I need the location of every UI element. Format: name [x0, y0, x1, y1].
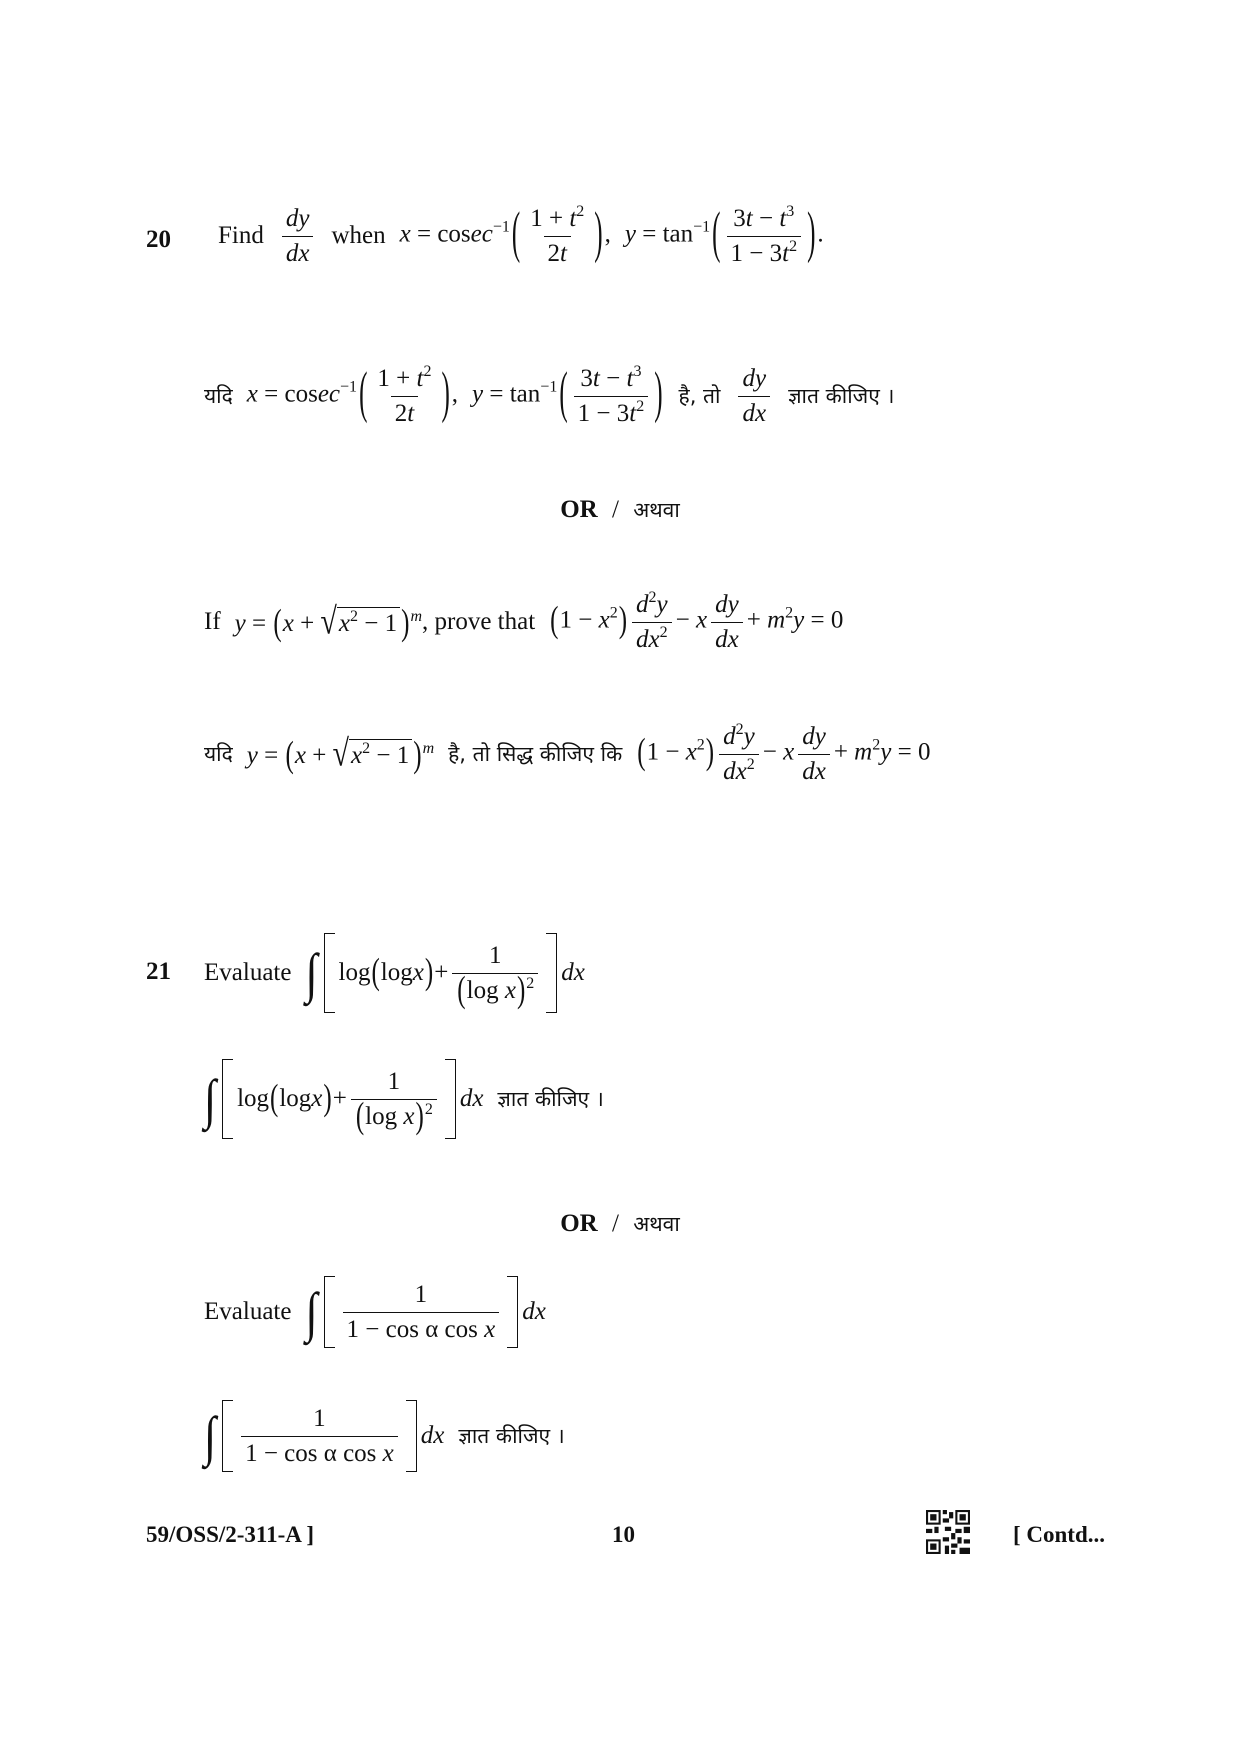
- question-number-20: 20: [146, 226, 171, 253]
- dy-dx-fraction: $\frac{dy}{dx}$: [282, 205, 314, 267]
- continued-label: [ Contd...: [1013, 1522, 1106, 1547]
- or-hi: अथवा: [633, 1212, 680, 1236]
- q20-alt-hindi-line: [204, 716, 930, 792]
- or-divider-1: [0, 496, 1240, 524]
- q21-hindi-find: ज्ञात कीजिए ।: [497, 1087, 604, 1111]
- q21-alt-hindi-line: [204, 1396, 565, 1476]
- x-equation-hindi: x = cosec$^{-1}$( $\frac{1 + t^2}{2t}$ ),: [246, 362, 459, 427]
- y-equation: $y = \tan^{-1}$( $\frac{3t - t^3}{1 - 3t^2}$ ).: [624, 202, 824, 267]
- q20-when-word: when: [331, 222, 386, 249]
- q21-alt-hindi-find: ज्ञात कीजिए ।: [458, 1424, 565, 1448]
- q20-alt-hindi-prove: है, तो सिद्ध कीजिए कि: [448, 742, 623, 766]
- q20-english-line: [218, 196, 824, 276]
- q20-alt-prove: , prove that: [422, 608, 536, 635]
- q21-hindi-line: [204, 1056, 604, 1142]
- cos-integral-hindi: ∫ $\frac{1}{\text{1 − cos α cos x}}$ dx: [204, 1400, 444, 1472]
- log-integral-hindi: ∫ log ( log x ) + $\frac{1}{(\log x)^2}$ dx: [204, 1059, 483, 1139]
- or-hi: अथवा: [633, 498, 680, 522]
- q20-hindi-if: यदि: [204, 384, 233, 408]
- or-sep: /: [611, 1210, 619, 1237]
- page-number: 10: [612, 1522, 635, 1547]
- x-equation: x = cosec$^{-1}$( $\frac{1 + t^2}{2t}$ ),: [399, 202, 611, 267]
- log-integral: ∫ log ( log x ) + $\frac{1}{(\log x)^2}$ dx: [305, 933, 584, 1013]
- q21-evaluate: Evaluate: [204, 959, 292, 986]
- y-power-expression: y = (x + √ $x^2 - 1$ )$^m$: [234, 600, 422, 644]
- qr-code-icon: [926, 1510, 970, 1554]
- or-en: OR: [560, 496, 598, 523]
- q21-english-line: [204, 930, 585, 1016]
- or-en: OR: [560, 1210, 598, 1237]
- question-number-21: 21: [146, 958, 171, 985]
- or-divider-2: [0, 1210, 1240, 1238]
- q20-alt-if: If: [204, 608, 221, 635]
- y-power-expression-hindi: y = (x + √ $x^2 - 1$ )$^m$: [246, 732, 435, 776]
- dy-dx-fraction-hindi: $\frac{dy}{dx}$: [738, 365, 770, 427]
- q20-alt-hindi-if: यदि: [204, 742, 233, 766]
- q20-hindi-then: है, तो: [678, 384, 721, 408]
- cos-integral: ∫ $\frac{1}{\text{1 − cos α cos x}}$ dx: [305, 1276, 545, 1348]
- y-equation-hindi: $y = \tan^{-1}$( $\frac{3t - t^3}{1 - 3t^2}$ ): [472, 362, 663, 427]
- q20-hindi-line: [204, 356, 894, 436]
- q20-hindi-find: ज्ञात कीजिए ।: [788, 384, 895, 408]
- q21-alt-evaluate: Evaluate: [204, 1298, 292, 1325]
- paper-code: 59/OSS/2-311-A ]: [146, 1522, 315, 1547]
- q21-alt-english-line: [204, 1272, 546, 1352]
- differential-equation-hindi: $(1 - x^2)$ $\frac{d^2y}{dx^2}$ − x $\frac{dy}{dx}$ + $m^2y = 0$: [637, 721, 931, 785]
- q20-find-word: Find: [218, 222, 264, 249]
- differential-equation: $(1 - x^2)$ $\frac{d^2y}{dx^2}$ − x $\frac{dy}{dx}$ + $m^2y = 0$: [550, 589, 844, 653]
- or-sep: /: [611, 496, 619, 523]
- q20-alt-english-line: [204, 584, 843, 660]
